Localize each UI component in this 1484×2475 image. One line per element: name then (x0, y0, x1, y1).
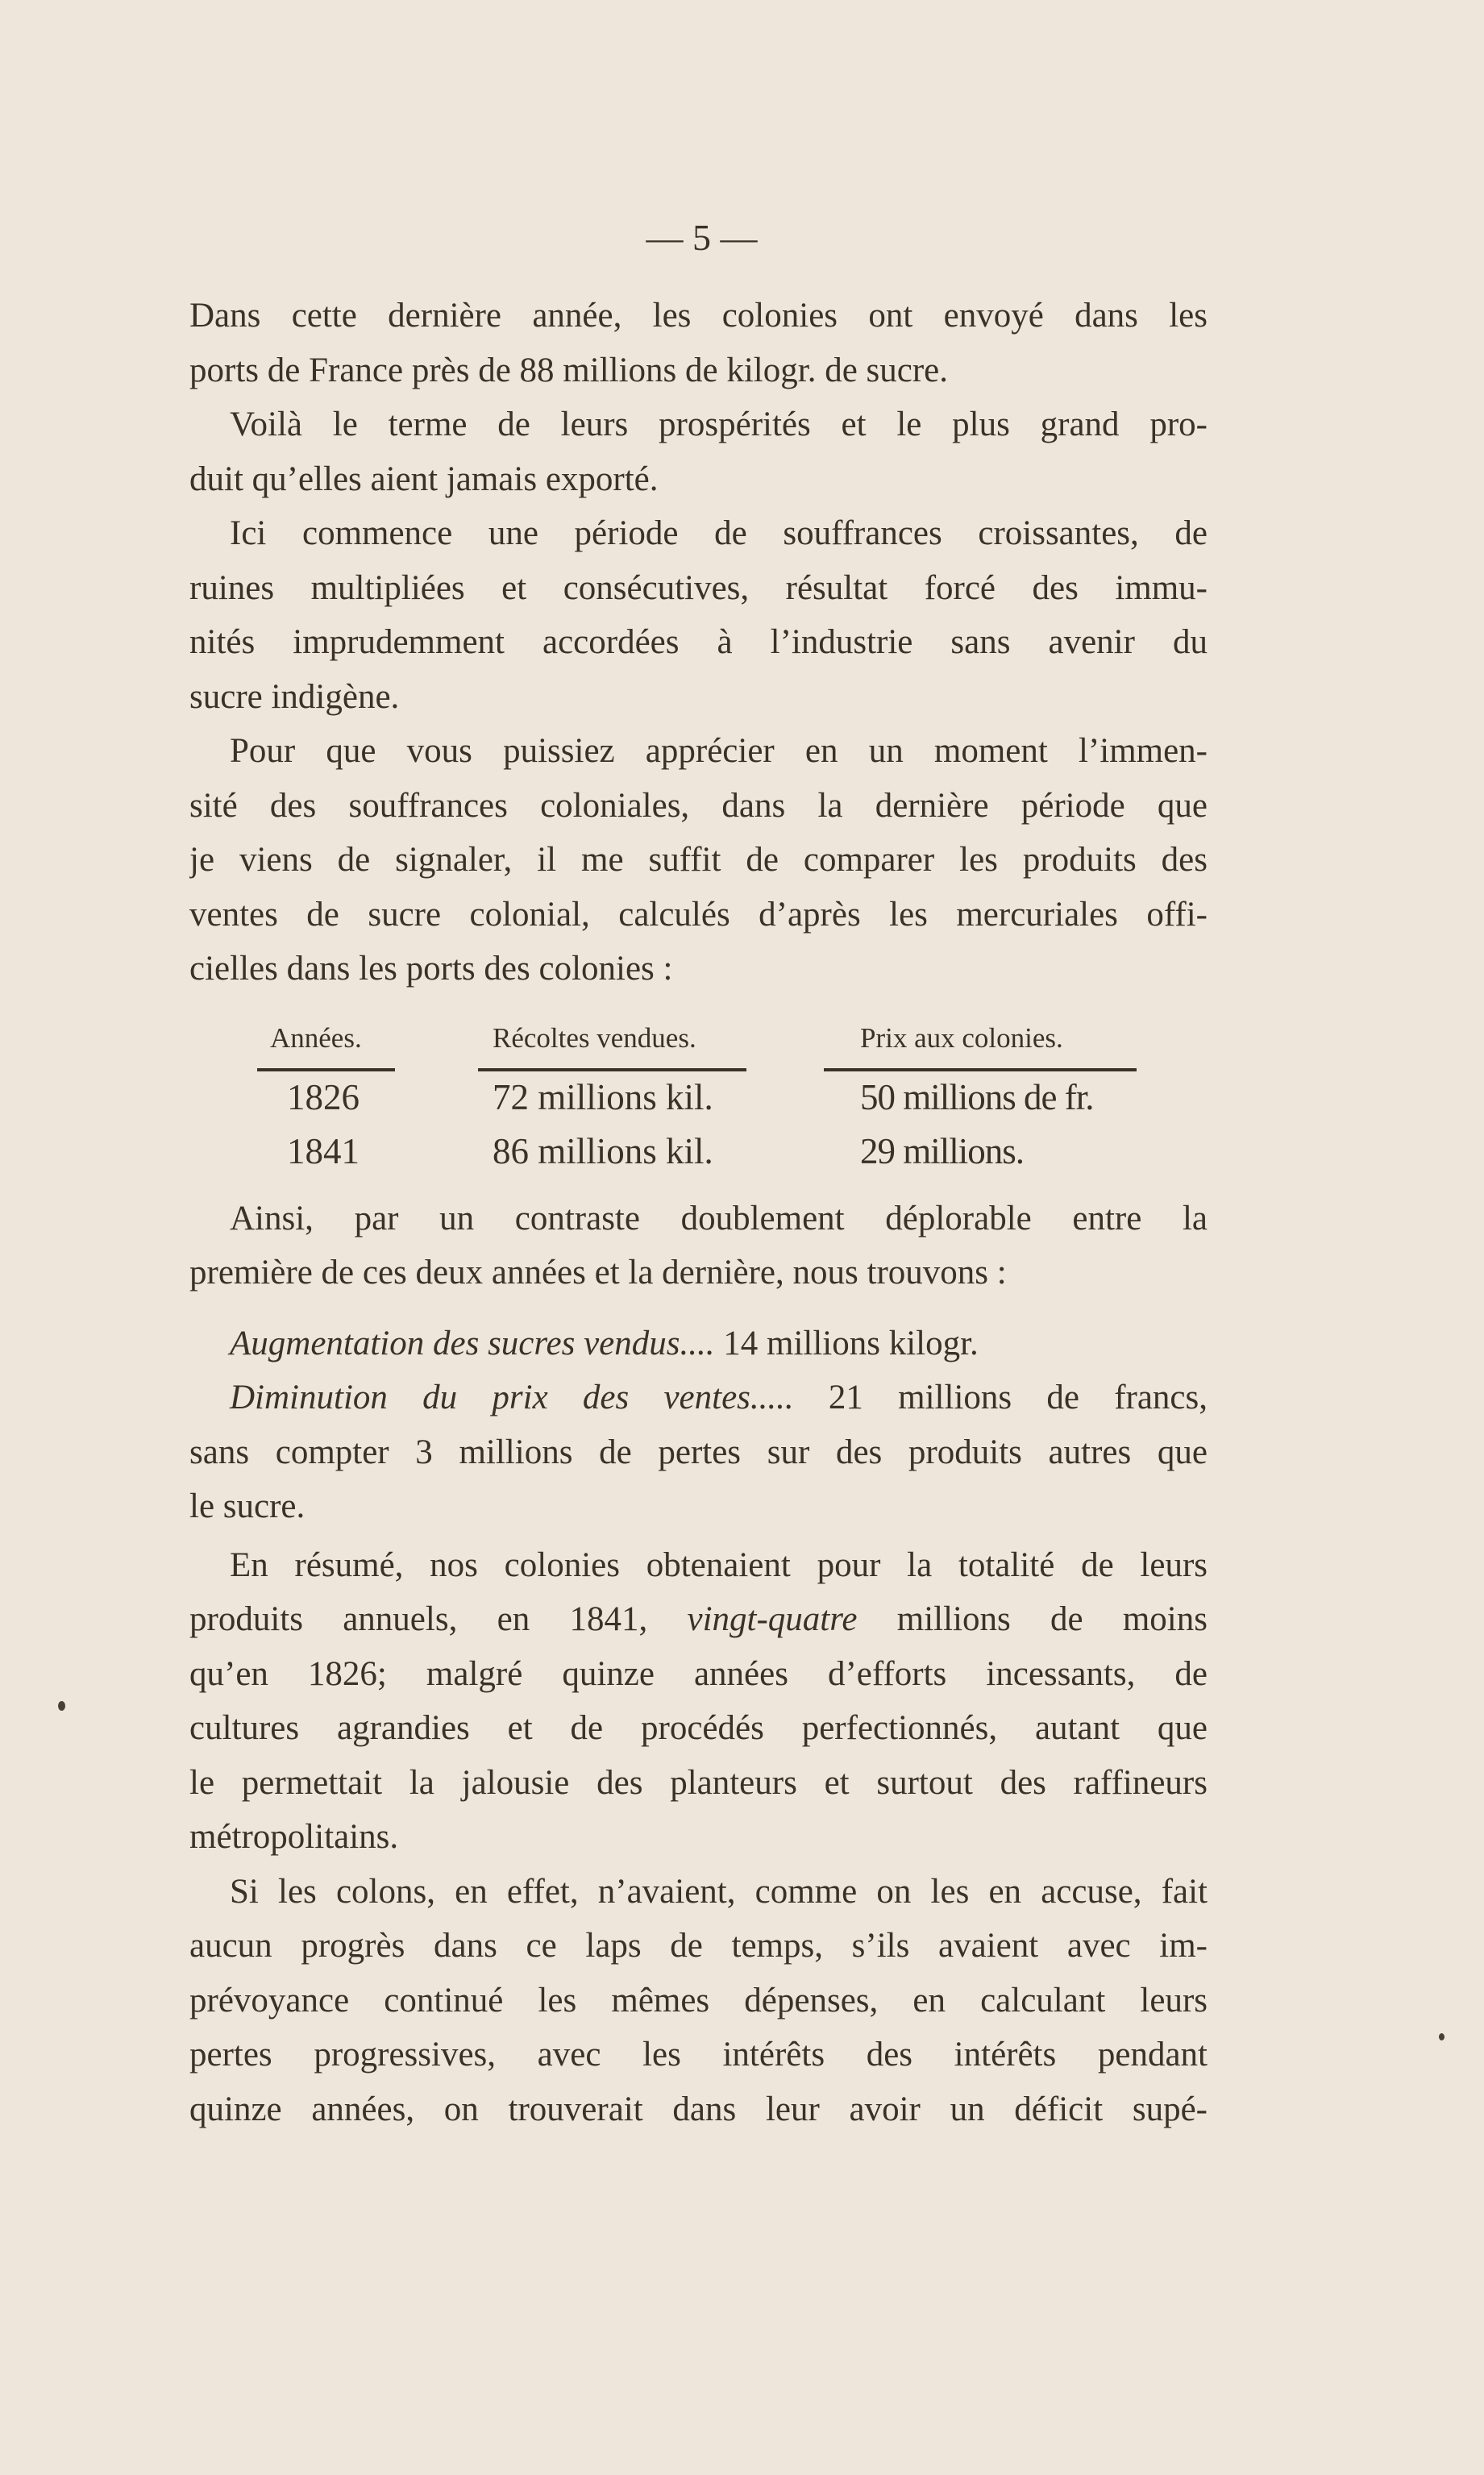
table-cell: 72 millions kil. (493, 1076, 713, 1117)
text-segment: 14 millions kilogr. (723, 1324, 979, 1362)
text-line (189, 1592, 1208, 1647)
text-line (189, 942, 1208, 996)
table-header-price: Prix aux colonies. (860, 1021, 1063, 1054)
text-line (189, 2082, 1208, 2137)
paragraph (189, 289, 1208, 397)
paragraph (189, 506, 1208, 724)
paragraph (189, 1865, 1208, 2137)
text-line (189, 1425, 1208, 1480)
text-line (189, 452, 1208, 507)
text-line (189, 1974, 1208, 2028)
text-line (189, 1192, 1208, 1246)
italic-text: vingt-quatre (687, 1600, 858, 1638)
text-line (189, 1865, 1208, 1920)
text-line (189, 833, 1208, 888)
paragraphs-before-table (189, 289, 1208, 996)
text-line (189, 1246, 1208, 1300)
ink-speck (58, 1701, 65, 1711)
text-line (189, 1647, 1208, 1702)
paragraph (189, 724, 1208, 996)
text-segment: produits annuels, en 1841, (189, 1600, 688, 1638)
table-cell: 1841 (287, 1130, 360, 1171)
text-line (189, 561, 1208, 616)
text-segment: En résumé, nos colonies obtenaient pour la totalité de leurs (230, 1545, 1208, 1584)
text-line (189, 397, 1208, 452)
text-line (189, 1538, 1208, 1593)
data-table (189, 1014, 1208, 1175)
paragraph (189, 1371, 1208, 1534)
text-line (189, 1317, 1208, 1371)
text-segment: sans compter 3 millions de pertes sur des produits autres que (189, 1433, 1208, 1471)
paragraphs-after-table (189, 1192, 1208, 2137)
text-segment: duit qu’elles aient jamais exporté. (189, 460, 659, 498)
text-segment: millions de moins (857, 1600, 1208, 1638)
text-segment: ports de France près de 88 millions de kilogr. de sucre. (189, 351, 949, 389)
text-segment: le permettait la jalousie des planteurs et surtout des raffineurs (189, 1763, 1208, 1802)
text-segment: sucre indigène. (189, 677, 400, 716)
text-segment: Ainsi, par un contraste doublement déplorable entre la (230, 1199, 1208, 1238)
text-segment: ruines multipliées et consécutives, résultat forcé des immu- (189, 568, 1208, 607)
table-cell: 86 millions kil. (493, 1130, 713, 1171)
table-cell: 1826 (287, 1076, 360, 1117)
text-segment: pertes progressives, avec les intérêts des intérêts pendant (189, 2036, 1208, 2074)
text-line (189, 343, 1208, 398)
text-line (189, 1701, 1208, 1756)
text-line (189, 1371, 1208, 1425)
italic-text: Augmentation des sucres vendus.... (230, 1324, 724, 1362)
text-segment: Pour que vous puissiez apprécier en un moment l’immen- (230, 732, 1208, 770)
paragraph (189, 1192, 1208, 1300)
text-segment: Ici commence une période de souffrances croissantes, de (230, 514, 1208, 552)
table-cell: 50 millions de fr. (860, 1076, 1094, 1117)
ink-speck (1439, 2033, 1445, 2040)
body-text (189, 289, 1208, 2136)
text-segment: je viens de signaler, il me suffit de comparer les produits des (189, 841, 1208, 879)
table-header-harvest: Récoltes vendues. (493, 1021, 696, 1054)
text-line (189, 2028, 1208, 2082)
text-segment: Voilà le terme de leurs prospérités et le plus grand pro- (230, 406, 1208, 443)
text-segment: prévoyance continué les mêmes dépenses, en calculant leurs (189, 1981, 1208, 2020)
paragraph (189, 397, 1208, 506)
text-segment: le sucre. (189, 1487, 306, 1525)
text-line (189, 1479, 1208, 1534)
page-number: — 5 — (646, 217, 758, 258)
table-header-years: Années. (270, 1021, 362, 1054)
text-segment: 21 millions de francs, (828, 1379, 1208, 1416)
text-segment: sité des souffrances coloniales, dans la dernière période que (189, 786, 1208, 825)
text-line (189, 888, 1208, 942)
text-segment: métropolitains. (189, 1818, 399, 1856)
text-line (189, 670, 1208, 725)
table-cell: 29 millions. (860, 1130, 1025, 1171)
text-segment: ventes de sucre colonial, calculés d’après les mercuriales offi- (189, 895, 1208, 934)
text-segment: cultures agrandies et de procédés perfectionnés, autant que (189, 1709, 1208, 1747)
text-line (189, 1756, 1208, 1811)
text-segment: quinze années, on trouverait dans leur avoir un déficit supé- (189, 2090, 1208, 2128)
text-segment: cielles dans les ports des colonies : (189, 950, 673, 988)
italic-text: Diminution du prix des ventes..... (230, 1379, 829, 1416)
text-line (189, 506, 1208, 561)
text-segment: qu’en 1826; malgré quinze années d’efforts incessants, de (189, 1654, 1208, 1693)
text-line (189, 615, 1208, 670)
text-segment: Dans cette dernière année, les colonies ont envoyé dans les (189, 297, 1208, 335)
text-line (189, 724, 1208, 779)
text-line (189, 1810, 1208, 1865)
text-line (189, 289, 1208, 343)
text-segment: nités imprudemment accordées à l’industrie sans avenir du (189, 623, 1208, 661)
text-segment: première de ces deux années et la dernière, nous trouvons : (189, 1254, 1007, 1292)
paragraph (189, 1538, 1208, 1865)
text-segment: Si les colons, en effet, n’avaient, comme on les en accuse, fait (230, 1872, 1208, 1911)
text-segment: aucun progrès dans ce laps de temps, s’ils avaient avec im- (189, 1927, 1208, 1965)
text-line (189, 779, 1208, 834)
paragraph (189, 1317, 1208, 1371)
text-line (189, 1919, 1208, 1974)
